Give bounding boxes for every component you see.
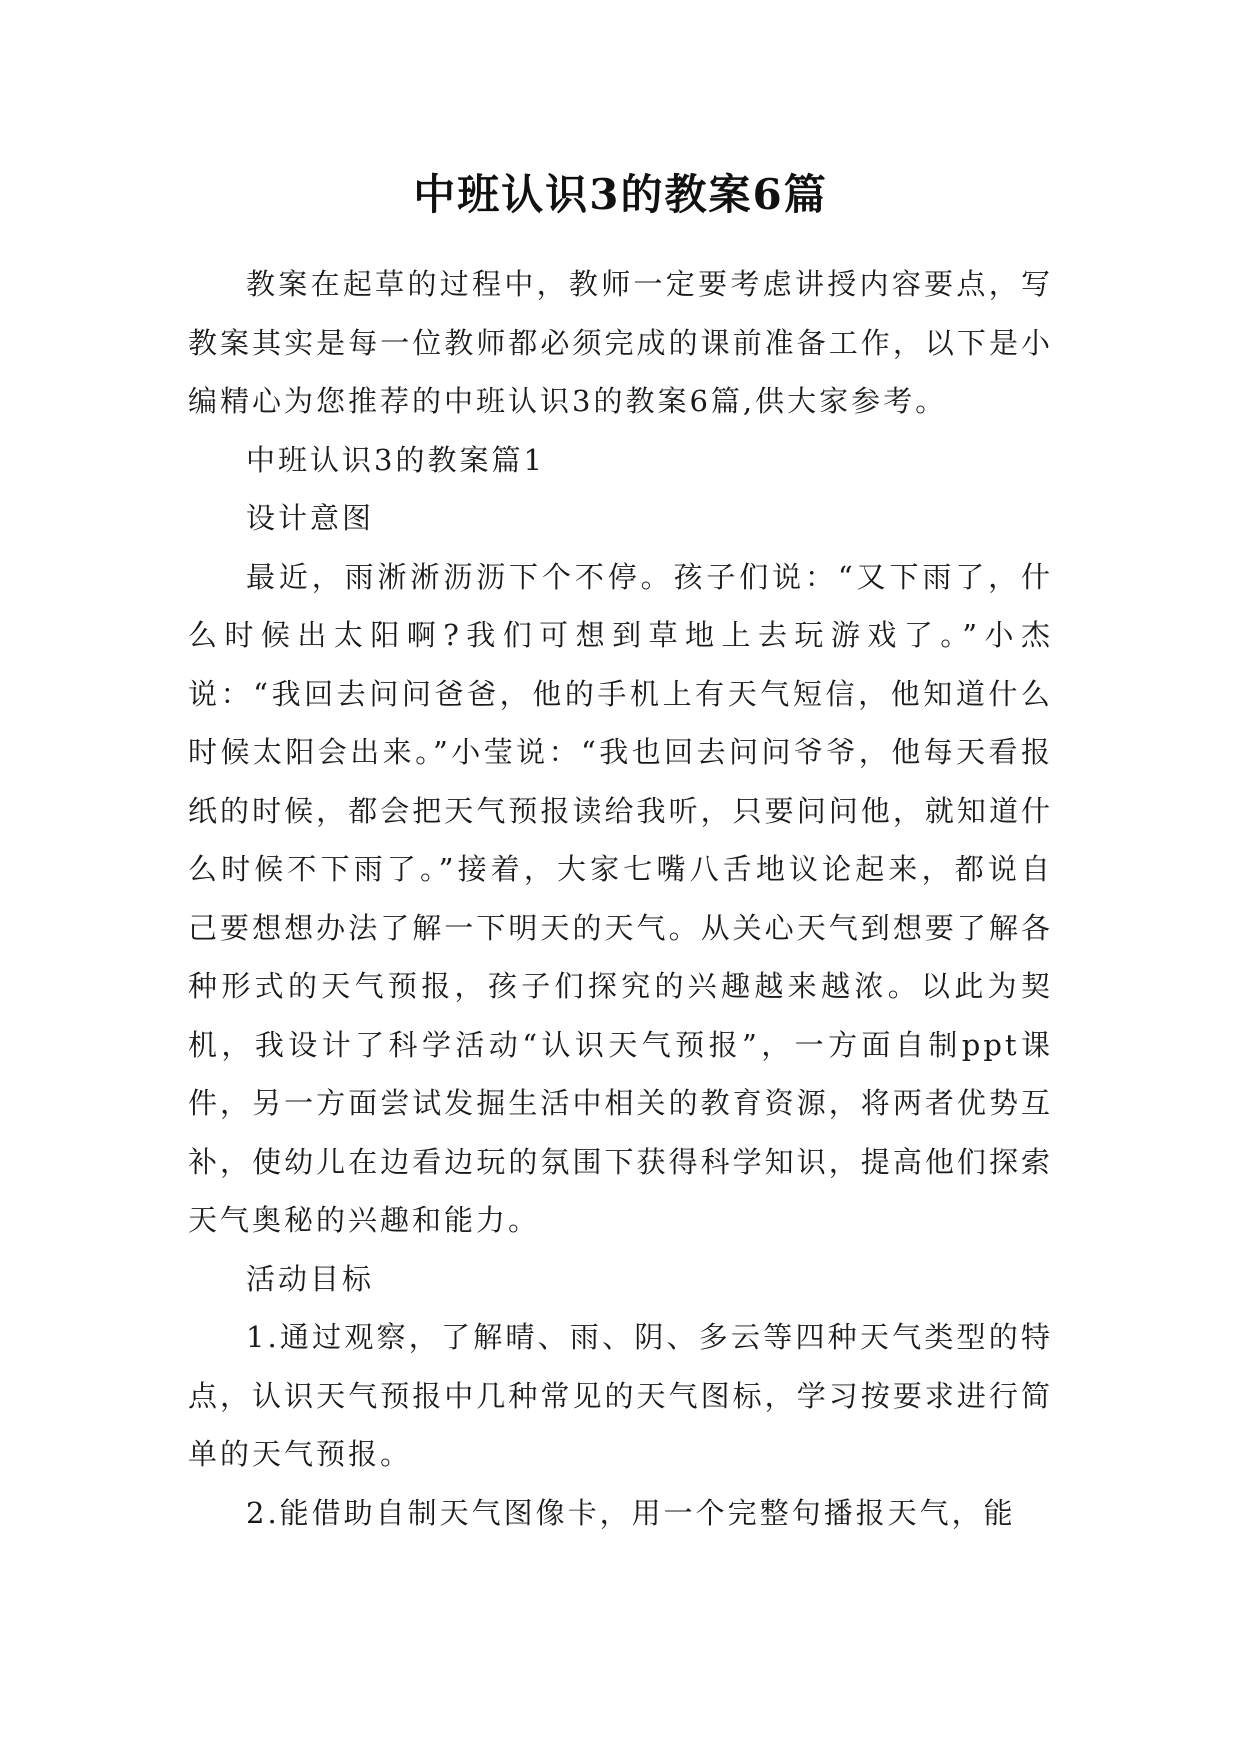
design-intent-paragraph: 最近，雨淅淅沥沥下个不停。孩子们说：“又下雨了，什么时候出太阳啊?我们可想到草地上去玩游戏了。”小杰说：“我回去问问爸爸，他的手机上有天气短信，他知道什么时候太阳会出来。”小莹说：“我也回去问问爷爷，他每天看报纸的时候，都会把天气预报读给我听，只要问问他，就知道什么时候不下雨了。”接着，大家七嘴八舌地议论起来，都说自己要想想办法了解一下明天的天气。从关心天气到想要了解各种形式的天气预报，孩子们探究的兴趣越来越浓。以此为契机，我设计了科学活动“认识天气预报”，一方面自制ppt课件，另一方面尝试发掘生活中相关的教育资源，将两者优势互补，使幼儿在边看边玩的氛围下获得科学知识，提高他们探索天气奥秘的兴趣和能力。 — [188, 559, 1053, 1237]
section-heading-lesson-1: 中班认识3的教案篇1 — [246, 442, 545, 477]
document-title: 中班认识3的教案6篇 — [413, 170, 828, 220]
subheading-activity-goals: 活动目标 — [246, 1261, 375, 1296]
goal-item-1: 1.通过观察，了解晴、雨、阴、多云等四种天气类型的特点，认识天气预报中几种常见的天气图标，学习按要求进行简单的天气预报。 — [188, 1320, 1053, 1471]
intro-paragraph: 教案在起草的过程中，教师一定要考虑讲授内容要点，写教案其实是每一位教师都必须完成的课前准备工作，以下是小编精心为您推荐的中班认识3的教案6篇,供大家参考。 — [188, 267, 1053, 418]
subheading-design-intent: 设计意图 — [246, 501, 375, 535]
document-body — [188, 255, 1053, 1542]
goal-item-2: 2.能借助自制天气图像卡，用一个完整句播报天气，能 — [246, 1495, 1016, 1530]
